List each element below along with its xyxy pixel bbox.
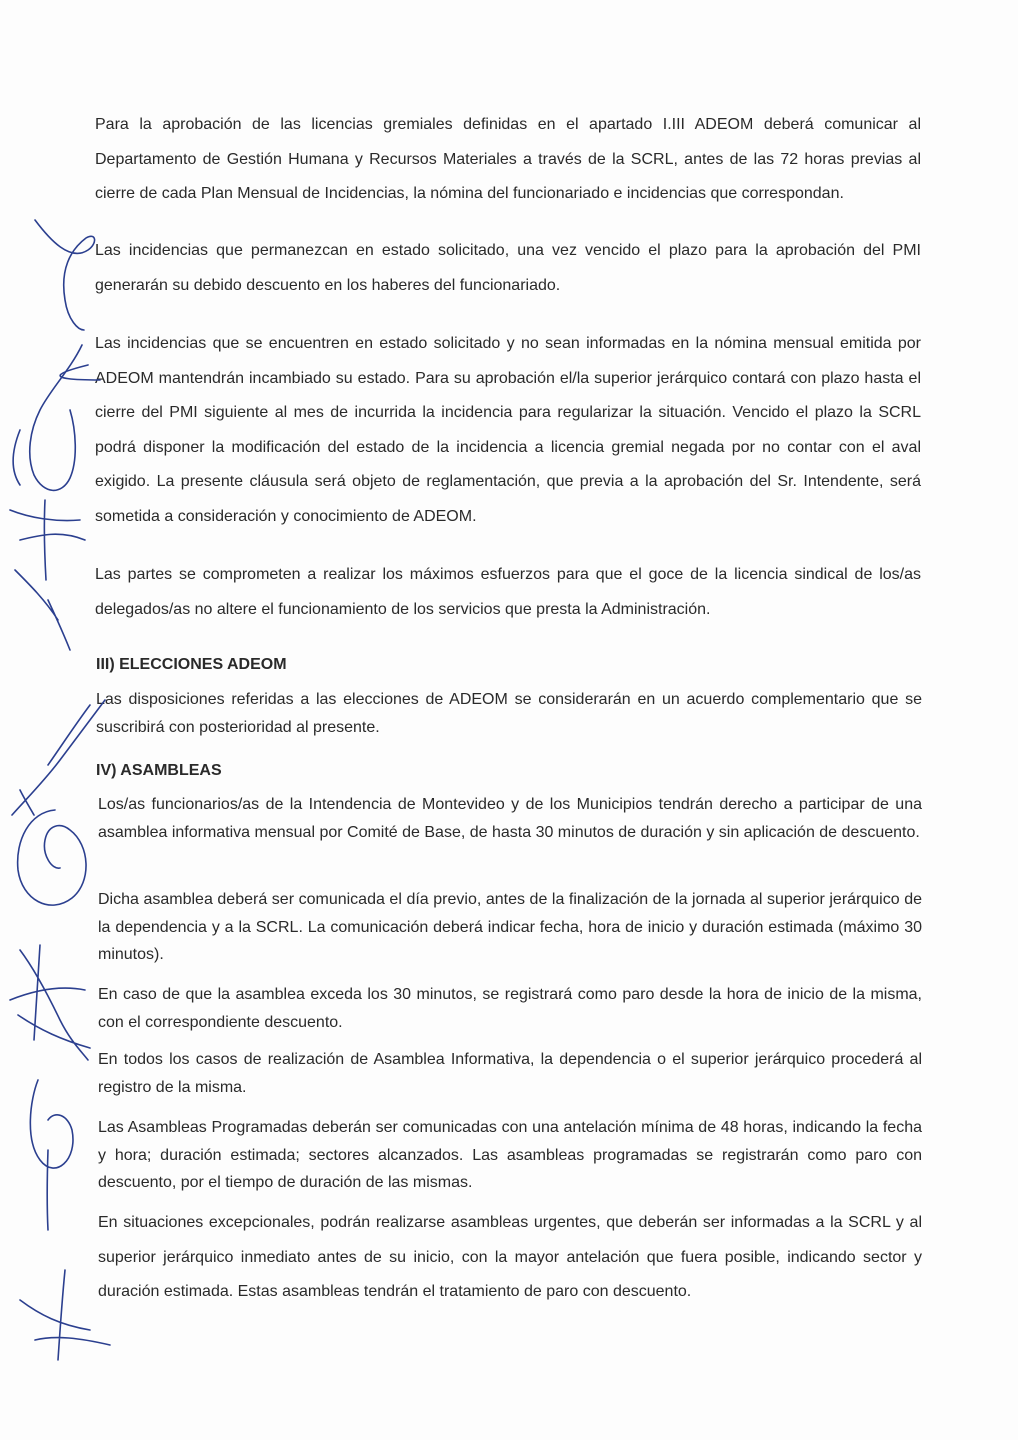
signature-stroke-8 — [10, 945, 90, 1060]
signature-stroke-9 — [30, 1080, 73, 1230]
paragraph-elecciones: Las disposiciones referidas a las elecciones de ADEOM se considerarán en un acuerdo complementario que se suscribirá con posterioridad al presente. — [96, 691, 922, 736]
section-heading-asambleas: IV) ASAMBLEAS — [96, 762, 222, 779]
paragraph-comunicacion-asamblea: Dicha asamblea deberá ser comunicada el día previo, antes de la finalización de la jornada al superior jerárquico de la dependencia y a la SCRL. La comunicación deberá indicar fecha, hora de inicio y duración estimada (máximo 30 minutos). — [98, 891, 922, 963]
paragraph-asambleas-programadas: Las Asambleas Programadas deberán ser comunicadas con una antelación mínima de 48 horas, indicando la fecha y hora; duración estimada; sectores alcanzados. Las asambleas programadas se registrarán como paro con descuento, por el tiempo de duración de las mismas. — [98, 1119, 922, 1191]
signature-stroke-1 — [35, 220, 95, 330]
signature-stroke-2 — [30, 345, 82, 490]
paragraph-incidencias-solicitado: Las incidencias que permanezcan en estado solicitado, una vez vencido el plazo para la aprobación del PMI generarán su debido descuento en los haberes del funcionariado. — [95, 242, 921, 294]
signature-stroke-6 — [12, 700, 105, 815]
paragraph-asamblea-informativa: Los/as funcionarios/as de la Intendencia de Montevideo y de los Municipios tendrán derecho a participar de una asamblea informativa mensual por Comité de Base, de hasta 30 minutos de duración y sin aplicación de descuento. — [98, 796, 922, 841]
paragraph-compromiso-partes: Las partes se comprometen a realizar los máximos esfuerzos para que el goce de la licencia sindical de los/as delegados/as no altere el funcionamiento de los servicios que presta la Administración. — [95, 566, 921, 618]
paragraph-incidencias-nomina: Las incidencias que se encuentren en estado solicitado y no sean informadas en la nómina mensual emitida por ADEOM mantendrán incambiado su estado. Para su aprobación el/la superior jerárquico contará con plazo hasta el cierre del PMI siguiente al mes de incurrida la incidencia para regularizar la situación. Vencido el plazo la SCRL podrá disponer la modificación del estado de la incidencia a licencia gremial negada por no contar con el aval exigido. La presente cláusula será objeto de reglamentación, que previa a la aprobación del Sr. Intendente, será sometida a consideración y conocimiento de ADEOM. — [95, 335, 921, 525]
paragraph-registro-asamblea: En todos los casos de realización de Asamblea Informativa, la dependencia o el superior jerárquico procederá al registro de la misma. — [98, 1051, 922, 1096]
paragraph-exceso-asamblea: En caso de que la asamblea exceda los 30 minutos, se registrará como paro desde la hora de inicio de la misma, con el correspondiente descuento. — [98, 986, 922, 1031]
paragraph-licencias-aprobacion: Para la aprobación de las licencias gremiales definidas en el apartado I.III ADEOM deberá comunicar al Departamento de Gestión Humana y Recursos Materiales a través de la SCRL, antes de las 72 horas previas al cierre de cada Plan Mensual de Incidencias, la nómina del funcionariado e incidencias que correspondan. — [95, 116, 921, 202]
paragraph-asambleas-urgentes: En situaciones excepcionales, podrán realizarse asambleas urgentes, que deberán ser informadas a la SCRL y al superior jerárquico inmediato antes de su inicio, con la mayor antelación que fuera posible, indicando sector y duración estimada. Estas asambleas tendrán el tratamiento de paro con descuento. — [98, 1214, 922, 1300]
section-heading-elecciones: III) ELECCIONES ADEOM — [96, 656, 287, 673]
signature-stroke-5 — [15, 570, 70, 650]
margin-signatures-illustration — [0, 0, 140, 1440]
signature-stroke-7 — [18, 810, 86, 905]
signature-stroke-3 — [13, 365, 100, 485]
signature-stroke-10 — [20, 1270, 110, 1360]
signature-stroke-4 — [10, 500, 85, 580]
